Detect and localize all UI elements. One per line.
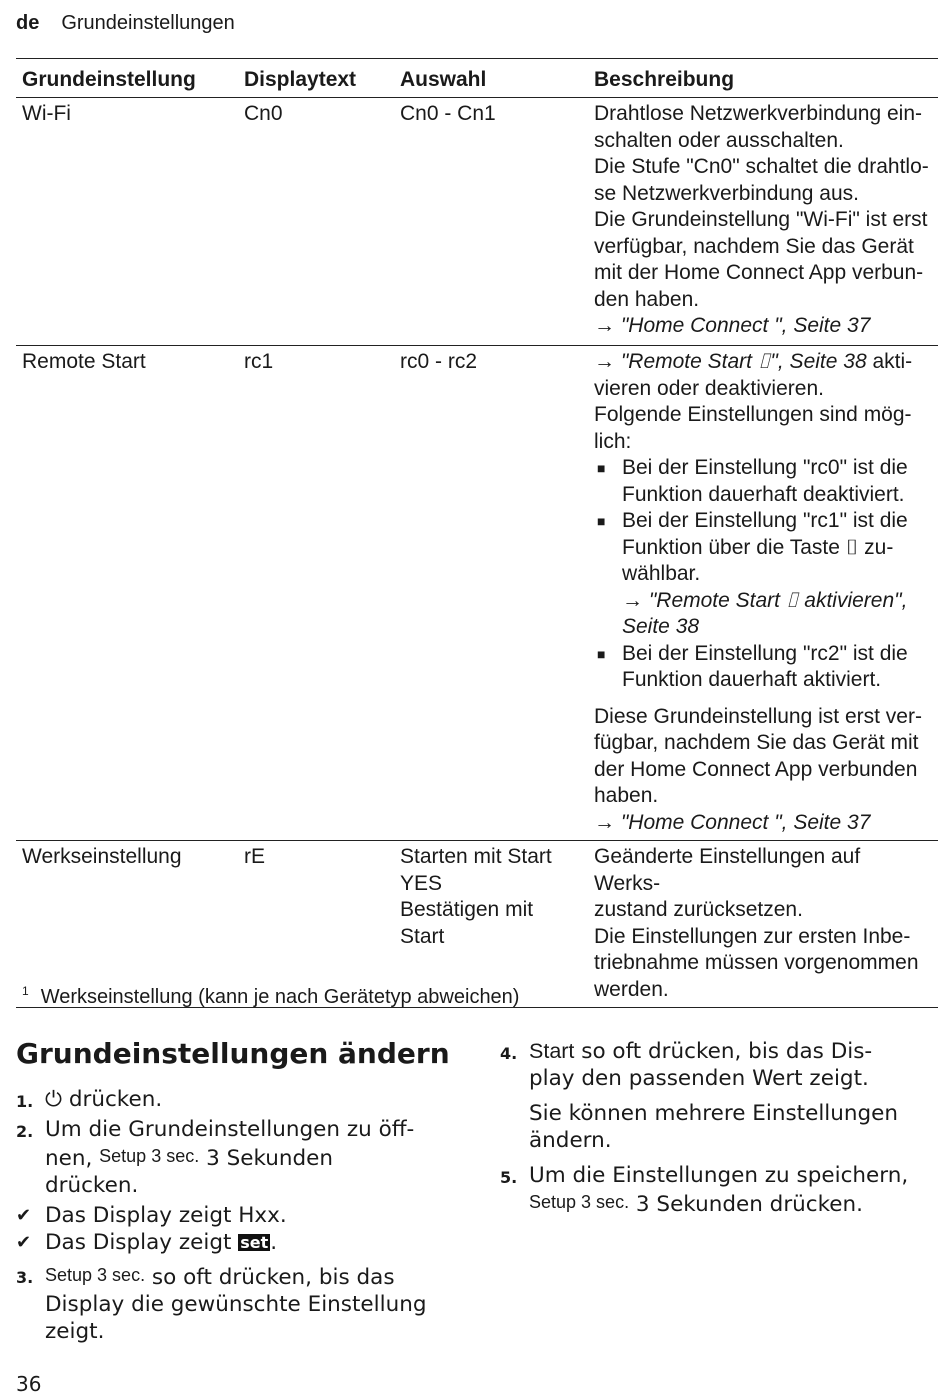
table-header-row (16, 59, 938, 98)
page-header (16, 10, 235, 36)
desc-line: werden. (594, 977, 669, 1001)
cross-reference-link[interactable]: → "Home Connect ", Seite 37 (594, 810, 871, 834)
language-code: de (16, 11, 40, 34)
note-text: Sie können mehrere Einstellungen (529, 1101, 899, 1126)
cell-display: rE (238, 841, 394, 1008)
step-2 (16, 1116, 456, 1199)
desc-line: Die Einstellungen zur ersten Inbe- (594, 924, 911, 948)
cell-description (588, 346, 938, 841)
step-number: 1. (16, 1092, 34, 1111)
display-set-indicator: set (240, 1233, 269, 1252)
setup-key-label: Setup 3 sec. (529, 1192, 630, 1212)
selection-line: YES (400, 871, 443, 895)
start-key-label: Start (507, 845, 552, 868)
bullet-line: ■ Bei der Einstellung "rc1" ist die (622, 509, 908, 532)
desc-line: Folgende Einstellungen sind mög- (594, 403, 912, 426)
step-text: drücken. (62, 1087, 163, 1112)
step-text: drücken. (45, 1173, 139, 1198)
desc-line: Drahtlose Netzwerkverbindung ein- (594, 102, 922, 125)
step-text: 3 Sekunden drücken. (629, 1192, 863, 1217)
desc-line: lich: (594, 429, 632, 453)
desc-line (594, 349, 932, 376)
selection-line (400, 844, 582, 871)
setup-key-label: Setup 3 sec. (45, 1265, 146, 1285)
step-text: 3 Sekunden (199, 1146, 334, 1171)
desc-line: schalten oder ausschalten. (594, 128, 844, 152)
selection-line: Bestätigen mit (400, 898, 534, 921)
step-number: 5. (500, 1168, 518, 1187)
step-text: Um die Grundeinstellungen zu öff- (45, 1117, 415, 1142)
steps-right-column (500, 1038, 945, 1221)
list-item (594, 641, 932, 694)
desc-line: mit der Home Connect App verbun- (594, 261, 924, 284)
bullet-line: ■ Bei der Einstellung "rc2" ist die (622, 641, 908, 665)
desc-line: Die Grundeinstellung "Wi-Fi" ist erst (594, 208, 928, 231)
result-text: . (270, 1230, 278, 1255)
cell-setting: Wi-Fi (16, 98, 238, 346)
step-text: so oft drücken, bis das Dis- (574, 1039, 873, 1064)
desc-line: triebnahme müssen vorgenommen (594, 951, 919, 974)
setup-key-label: Setup 3 sec. (99, 1146, 200, 1166)
power-icon: ⏻ (45, 1087, 63, 1112)
table-row (16, 98, 938, 346)
list-item (594, 455, 932, 508)
header-title: Grundeinstellungen (61, 11, 235, 34)
cell-selection (394, 841, 588, 1008)
result-text: Das Display zeigt (45, 1230, 239, 1255)
step-note (500, 1100, 945, 1154)
bullet-list (594, 455, 932, 694)
step-4 (500, 1038, 945, 1092)
bullet-line: ■ Bei der Einstellung "rc0" ist die (622, 456, 908, 479)
desc-line: Geänderte Einstellungen auf Werks- (594, 845, 861, 895)
result-1 (16, 1202, 456, 1229)
table-row (16, 346, 938, 841)
cell-selection: Cn0 - Cn1 (394, 98, 588, 346)
step-text: nen, (45, 1146, 100, 1171)
column-header: Grundeinstellung (16, 59, 238, 98)
desc-line: fügbar, nachdem Sie das Gerät mit (594, 731, 919, 754)
start-key-label: Start (529, 1039, 575, 1063)
step-text: play den passenden Wert zeigt. (529, 1066, 869, 1091)
footnote-mark: 1 (22, 984, 29, 998)
step-5 (500, 1162, 945, 1218)
desc-line: verfügbar, nachdem Sie das Gerät (594, 234, 914, 258)
column-header: Auswahl (394, 59, 588, 98)
checkmark-icon: ✔ (16, 1232, 32, 1253)
start-key-label: Start (400, 924, 445, 948)
cross-reference-link[interactable]: → "Remote Start ⌷", Seite 38 (594, 350, 867, 373)
cell-setting: Remote Start (16, 346, 238, 841)
cell-description (588, 841, 938, 1008)
steps-left-column (16, 1086, 456, 1348)
note-text: ändern. (529, 1128, 612, 1153)
list-item (594, 508, 932, 641)
desc-line: zustand zurücksetzen. (594, 898, 803, 921)
desc-line: der Home Connect App verbunden (594, 757, 918, 781)
desc-line: den haben. (594, 287, 700, 311)
page-number: 36 (16, 1372, 42, 1396)
result-text: Das Display zeigt Hxx. (45, 1203, 287, 1228)
column-header: Displaytext (238, 59, 394, 98)
cell-display: rc1 (238, 346, 394, 841)
desc-line: se Netzwerkverbindung aus. (594, 181, 859, 205)
cross-reference-link[interactable]: → "Home Connect ", Seite 37 (594, 314, 871, 337)
footnote-text: Werkseinstellung (kann je nach Gerätetyp abweichen) (40, 986, 520, 1008)
bullet-line: Funktion über die Taste ⌷ zu- (622, 535, 894, 559)
step-1 (16, 1086, 456, 1113)
column-header: Beschreibung (588, 59, 938, 98)
step-text: zeigt. (45, 1319, 105, 1344)
cross-reference-link[interactable]: → "Remote Start ⌷ aktivieren", (622, 588, 908, 612)
table-row (16, 841, 938, 1008)
cell-description (588, 98, 938, 346)
step-number: 3. (16, 1268, 34, 1287)
settings-table (16, 58, 938, 1008)
cross-reference-link[interactable]: Seite 38 (622, 615, 700, 638)
step-text: Um die Einstellungen zu speichern, (529, 1163, 909, 1188)
step-number: 2. (16, 1122, 34, 1141)
section-title: Grundeinstellungen ändern (16, 1037, 450, 1070)
desc-line: vieren oder deaktivieren. (594, 376, 824, 400)
desc-line: Die Stufe "Cn0" schaltet die drahtlo- (594, 155, 929, 178)
step-3 (16, 1262, 456, 1345)
bullet-line: Funktion dauerhaft aktiviert. (622, 668, 882, 691)
selection-text: Starten mit (400, 845, 508, 868)
step-text: Display die gewünschte Einstellung (45, 1292, 427, 1317)
footnote (22, 984, 519, 1009)
desc-text: akti- (866, 350, 913, 373)
checkmark-icon: ✔ (16, 1205, 32, 1226)
desc-line: haben. (594, 784, 659, 807)
cell-selection: rc0 - rc2 (394, 346, 588, 841)
step-text: so oft drücken, bis das (145, 1265, 395, 1290)
desc-line: Diese Grundeinstellung ist erst ver- (594, 704, 922, 728)
cell-setting: Werkseinstellung (16, 841, 238, 1008)
bullet-line: wählbar. (622, 562, 701, 585)
step-number: 4. (500, 1044, 518, 1063)
bullet-line: Funktion dauerhaft deaktiviert. (622, 482, 905, 506)
cell-display: Cn0 (238, 98, 394, 346)
result-2 (16, 1229, 456, 1256)
